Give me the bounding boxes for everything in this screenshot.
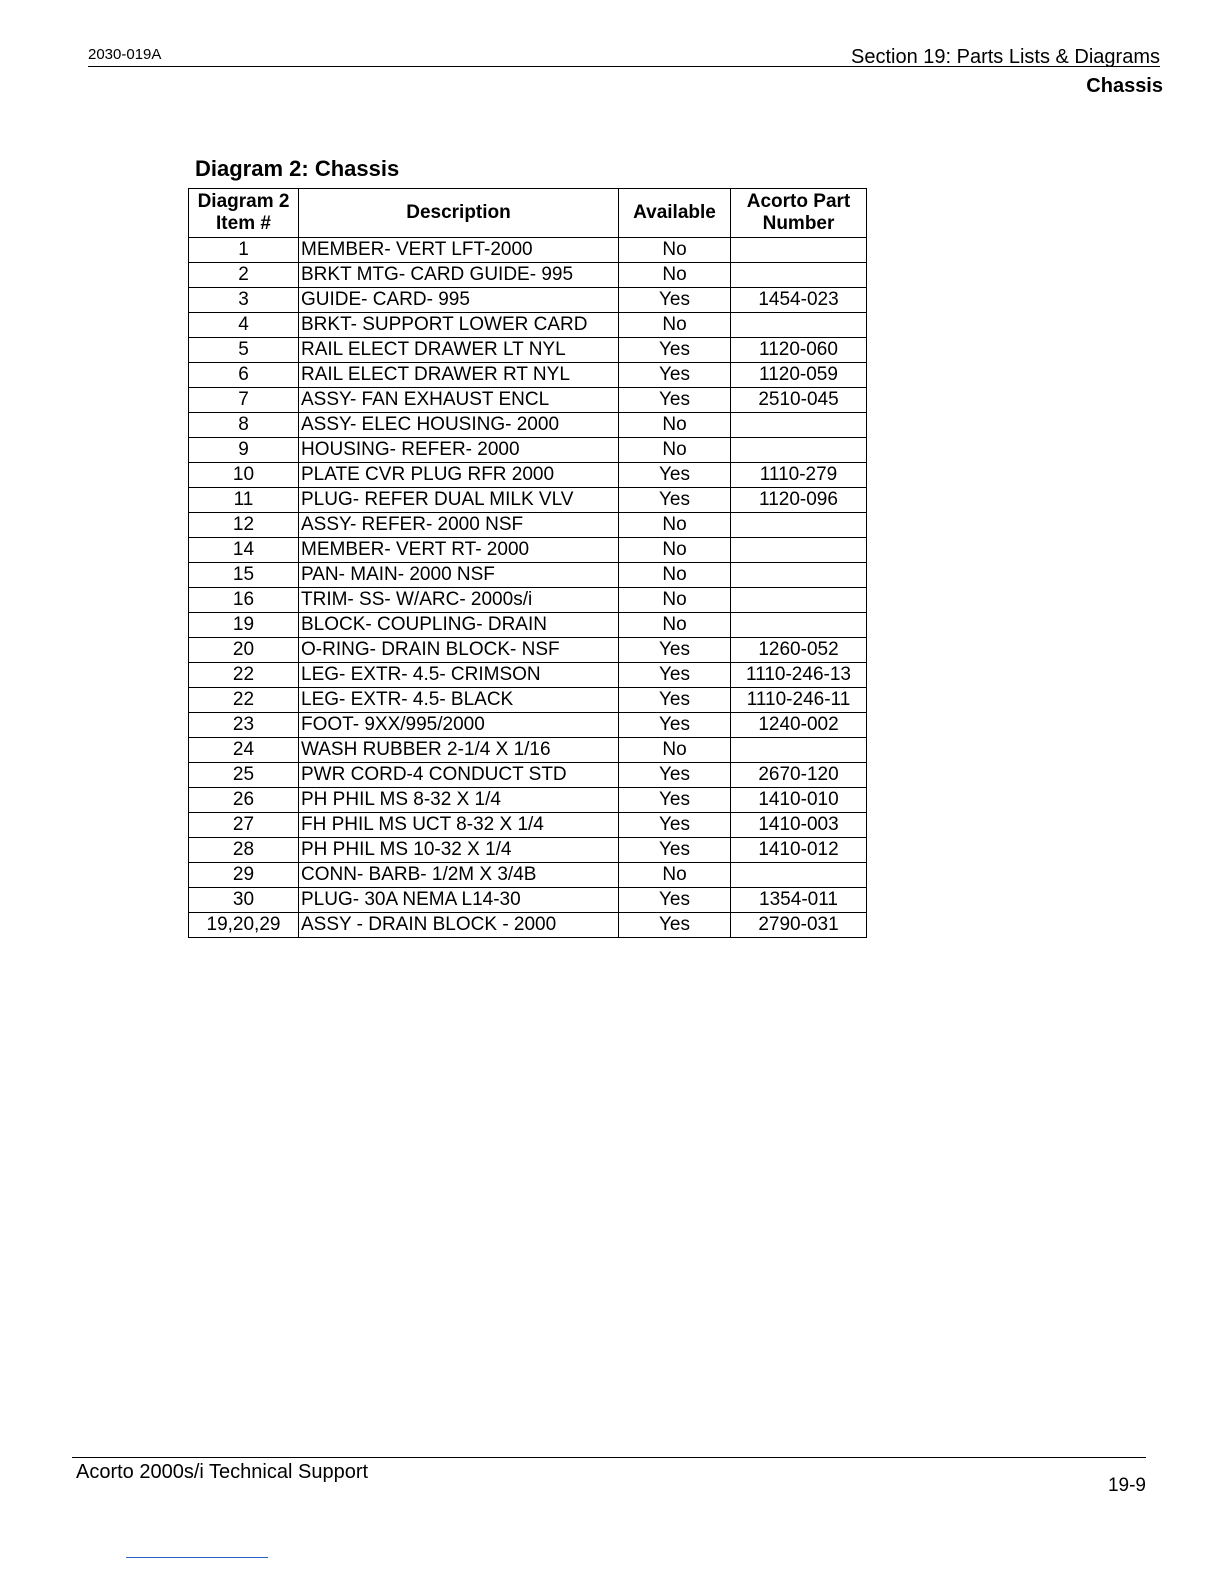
table-row [189, 713, 867, 738]
cell-available: Yes [619, 788, 731, 813]
cell-available: No [619, 313, 731, 338]
cell-description: O-RING- DRAIN BLOCK- NSF [299, 638, 619, 663]
cell-item: 2 [189, 263, 299, 288]
cell-available: No [619, 588, 731, 613]
cell-description: ASSY- FAN EXHAUST ENCL [299, 388, 619, 413]
cell-description: CONN- BARB- 1/2M X 3/4B [299, 863, 619, 888]
cell-part-number: 1120-059 [731, 363, 867, 388]
footer-rule [72, 1457, 1146, 1458]
cell-part-number [731, 438, 867, 463]
table-row [189, 613, 867, 638]
diagram-title: Diagram 2: Chassis [195, 156, 400, 181]
cell-available: Yes [619, 463, 731, 488]
cell-description: FH PHIL MS UCT 8-32 X 1/4 [299, 813, 619, 838]
table-row [189, 363, 867, 388]
cell-part-number: 2510-045 [731, 388, 867, 413]
cell-item: 30 [189, 888, 299, 913]
table-row [189, 463, 867, 488]
cell-description: PLATE CVR PLUG RFR 2000 [299, 463, 619, 488]
parts-table-body [189, 238, 867, 938]
cell-part-number [731, 413, 867, 438]
cell-item: 29 [189, 863, 299, 888]
cell-item: 23 [189, 713, 299, 738]
cell-item: 19,20,29 [189, 913, 299, 938]
cell-available: Yes [619, 638, 731, 663]
cell-part-number [731, 613, 867, 638]
cell-part-number [731, 513, 867, 538]
cell-description: LEG- EXTR- 4.5- CRIMSON [299, 663, 619, 688]
cell-part-number: 1410-010 [731, 788, 867, 813]
cell-part-number: 1240-002 [731, 713, 867, 738]
cell-available: Yes [619, 663, 731, 688]
cell-part-number: 1120-060 [731, 338, 867, 363]
cell-description: PH PHIL MS 10-32 X 1/4 [299, 838, 619, 863]
cell-available: Yes [619, 838, 731, 863]
cell-item: 24 [189, 738, 299, 763]
cell-available: Yes [619, 338, 731, 363]
cell-description: BLOCK- COUPLING- DRAIN [299, 613, 619, 638]
cell-item: 5 [189, 338, 299, 363]
cell-part-number: 1120-096 [731, 488, 867, 513]
cell-part-number: 2670-120 [731, 763, 867, 788]
cell-part-number [731, 238, 867, 263]
cell-item: 28 [189, 838, 299, 863]
column-header-description: Description [299, 189, 619, 238]
cell-part-number: 2790-031 [731, 913, 867, 938]
cell-available: Yes [619, 688, 731, 713]
cell-description: ASSY - DRAIN BLOCK - 2000 [299, 913, 619, 938]
cell-description: PLUG- 30A NEMA L14-30 [299, 888, 619, 913]
cell-part-number: 1410-012 [731, 838, 867, 863]
cell-item: 19 [189, 613, 299, 638]
table-row [189, 563, 867, 588]
cell-description: GUIDE- CARD- 995 [299, 288, 619, 313]
table-row [189, 663, 867, 688]
table-row [189, 438, 867, 463]
cell-description: RAIL ELECT DRAWER LT NYL [299, 338, 619, 363]
cell-part-number: 1354-011 [731, 888, 867, 913]
table-row [189, 888, 867, 913]
cell-description: MEMBER- VERT LFT-2000 [299, 238, 619, 263]
cell-description: FOOT- 9XX/995/2000 [299, 713, 619, 738]
cell-part-number: 1454-023 [731, 288, 867, 313]
cell-item: 20 [189, 638, 299, 663]
parts-table [188, 188, 867, 938]
header-rule [88, 66, 1160, 67]
table-row [189, 238, 867, 263]
cell-available: Yes [619, 488, 731, 513]
cell-description: HOUSING- REFER- 2000 [299, 438, 619, 463]
cell-available: No [619, 538, 731, 563]
table-row [189, 788, 867, 813]
cell-part-number: 1110-246-11 [731, 688, 867, 713]
cell-item: 10 [189, 463, 299, 488]
table-row [189, 263, 867, 288]
cell-description: PWR CORD-4 CONDUCT STD [299, 763, 619, 788]
subsection-title: Chassis [1086, 75, 1163, 97]
cell-item: 11 [189, 488, 299, 513]
cell-part-number [731, 738, 867, 763]
cell-part-number: 1260-052 [731, 638, 867, 663]
cell-available: No [619, 563, 731, 588]
cell-item: 6 [189, 363, 299, 388]
cell-part-number: 1110-279 [731, 463, 867, 488]
cell-description: TRIM- SS- W/ARC- 2000s/i [299, 588, 619, 613]
cell-part-number [731, 863, 867, 888]
column-header-available: Available [619, 189, 731, 238]
cell-item: 27 [189, 813, 299, 838]
table-row [189, 513, 867, 538]
table-row [189, 588, 867, 613]
table-row [189, 863, 867, 888]
cell-item: 3 [189, 288, 299, 313]
cell-description: BRKT MTG- CARD GUIDE- 995 [299, 263, 619, 288]
page-number: 19-9 [1107, 1475, 1146, 1496]
cell-description: PAN- MAIN- 2000 NSF [299, 563, 619, 588]
cell-available: No [619, 238, 731, 263]
cell-available: No [619, 738, 731, 763]
cell-item: 26 [189, 788, 299, 813]
cell-part-number: 1110-246-13 [731, 663, 867, 688]
cell-available: Yes [619, 913, 731, 938]
cell-available: No [619, 513, 731, 538]
cell-description: PLUG- REFER DUAL MILK VLV [299, 488, 619, 513]
cell-description: ASSY- ELEC HOUSING- 2000 [299, 413, 619, 438]
cell-description: ASSY- REFER- 2000 NSF [299, 513, 619, 538]
cell-available: Yes [619, 288, 731, 313]
cell-description: MEMBER- VERT RT- 2000 [299, 538, 619, 563]
cell-available: Yes [619, 713, 731, 738]
cell-item: 1 [189, 238, 299, 263]
table-row [189, 413, 867, 438]
table-row [189, 288, 867, 313]
cell-part-number: 1410-003 [731, 813, 867, 838]
cell-item: 16 [189, 588, 299, 613]
cell-part-number [731, 313, 867, 338]
cell-available: Yes [619, 763, 731, 788]
cell-item: 25 [189, 763, 299, 788]
cell-item: 4 [189, 313, 299, 338]
table-row [189, 838, 867, 863]
cell-item: 8 [189, 413, 299, 438]
table-header-row [189, 189, 867, 238]
cell-part-number [731, 263, 867, 288]
cell-available: No [619, 263, 731, 288]
cell-available: Yes [619, 363, 731, 388]
cell-item: 15 [189, 563, 299, 588]
cell-available: Yes [619, 388, 731, 413]
cell-item: 7 [189, 388, 299, 413]
section-title: Section 19: Parts Lists & Diagrams [850, 46, 1160, 68]
cell-description: LEG- EXTR- 4.5- BLACK [299, 688, 619, 713]
table-row [189, 538, 867, 563]
cell-part-number [731, 563, 867, 588]
cell-part-number [731, 538, 867, 563]
cell-description: RAIL ELECT DRAWER RT NYL [299, 363, 619, 388]
cell-item: 12 [189, 513, 299, 538]
cell-part-number [731, 588, 867, 613]
cell-item: 22 [189, 688, 299, 713]
cell-description: WASH RUBBER 2-1/4 X 1/16 [299, 738, 619, 763]
table-row [189, 813, 867, 838]
table-row [189, 488, 867, 513]
table-row [189, 738, 867, 763]
table-row [189, 638, 867, 663]
cell-available: No [619, 438, 731, 463]
cell-item: 14 [189, 538, 299, 563]
cell-available: Yes [619, 813, 731, 838]
cell-description: BRKT- SUPPORT LOWER CARD [299, 313, 619, 338]
table-row [189, 763, 867, 788]
cell-available: No [619, 413, 731, 438]
cell-item: 22 [189, 663, 299, 688]
table-row [189, 688, 867, 713]
footer-title: Acorto 2000s/i Technical Support [76, 1461, 369, 1483]
cell-available: No [619, 863, 731, 888]
table-row [189, 913, 867, 938]
cell-item: 9 [189, 438, 299, 463]
column-header-part-number: Acorto Part Number [731, 189, 867, 238]
table-row [189, 338, 867, 363]
cell-available: No [619, 613, 731, 638]
decorative-line [126, 1557, 268, 1558]
cell-available: Yes [619, 888, 731, 913]
cell-description: PH PHIL MS 8-32 X 1/4 [299, 788, 619, 813]
column-header-item: Diagram 2 Item # [189, 189, 299, 238]
table-row [189, 313, 867, 338]
document-number: 2030-019A [88, 46, 162, 63]
table-row [189, 388, 867, 413]
